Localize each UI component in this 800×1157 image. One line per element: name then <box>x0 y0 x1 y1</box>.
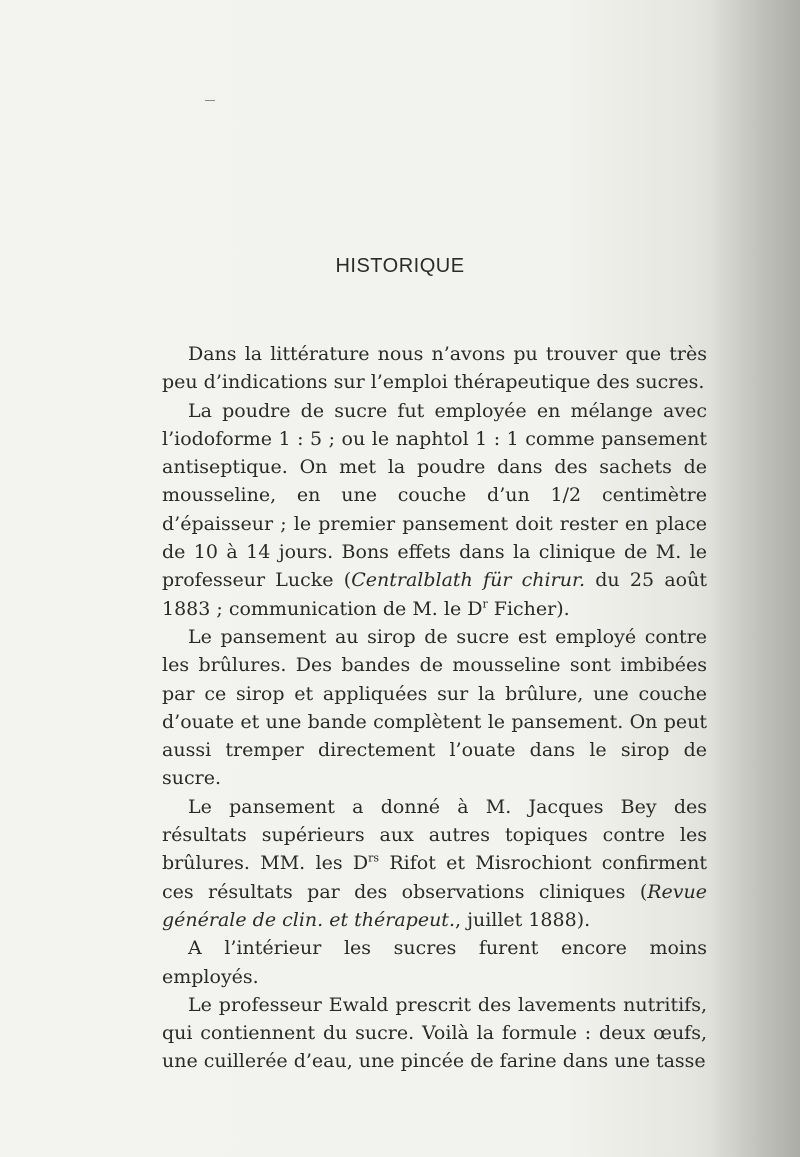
paragraph-text: La poudre de sucre fut employée en mélange avec l’iodoforme 1 : 5 ; ou le naphtol 1 : 1 comme pansement antiseptique. On met la poudre dans des sachets de mousseline, en une couche d’un 1/2 centimètre d’épaisseur ; le premier pansement doit rester en place de 10 à 14 jours. Bons effets dans la clinique de M. le professeur Lucke ( <box>162 399 707 592</box>
paragraph-text: Rifot et Misrochiont confirment ces résultats par des observations cliniques ( <box>162 852 707 903</box>
paragraph-text: du 25 août 1883 ; communication de M. le D <box>162 569 707 620</box>
paragraph-text: A l’intérieur les sucres furent encore moins employés. <box>162 937 707 988</box>
superscript-text: r <box>482 597 488 611</box>
paragraph <box>162 793 707 934</box>
body-text <box>162 340 707 1076</box>
paragraph-text: Le pansement a donné à M. Jacques Bey des résultats supérieurs aux autres topiques contre les brûlures. MM. les D <box>162 795 707 875</box>
paragraph <box>162 991 707 1076</box>
stray-mark <box>205 100 215 101</box>
paragraph <box>162 623 707 793</box>
paragraph-text: Dans la littérature nous n’avons pu trouver que très peu d’indications sur l’emploi thérapeutique des sucres. <box>162 343 707 394</box>
paragraph-text: , juillet 1888). <box>454 908 591 931</box>
paragraph-text: Le professeur Ewald prescrit des lavements nutritifs, qui contiennent du sucre. Voilà la formule : deux œufs, une cuillerée d’eau, une pincée de farine dans une tasse <box>162 993 707 1073</box>
section-heading: HISTORIQUE <box>335 255 465 277</box>
paragraph <box>162 397 707 623</box>
paragraph-text: Le pansement au sirop de sucre est employé contre les brûlures. Des bandes de mousseline sont imbibées par ce sirop et appliquées sur la brûlure, une couche d’ouate et une bande complètent le pansement. On peut aussi tremper directement l’ouate dans le sirop de sucre. <box>162 625 707 790</box>
citation-text: Centralblath für chirur. <box>351 569 585 592</box>
paragraph-text: Ficher). <box>487 597 570 620</box>
paragraph <box>162 934 707 991</box>
citation-text: Revue générale de clin. et thérapeut. <box>162 880 707 931</box>
paragraph <box>162 340 707 397</box>
superscript-text: rs <box>368 852 380 866</box>
